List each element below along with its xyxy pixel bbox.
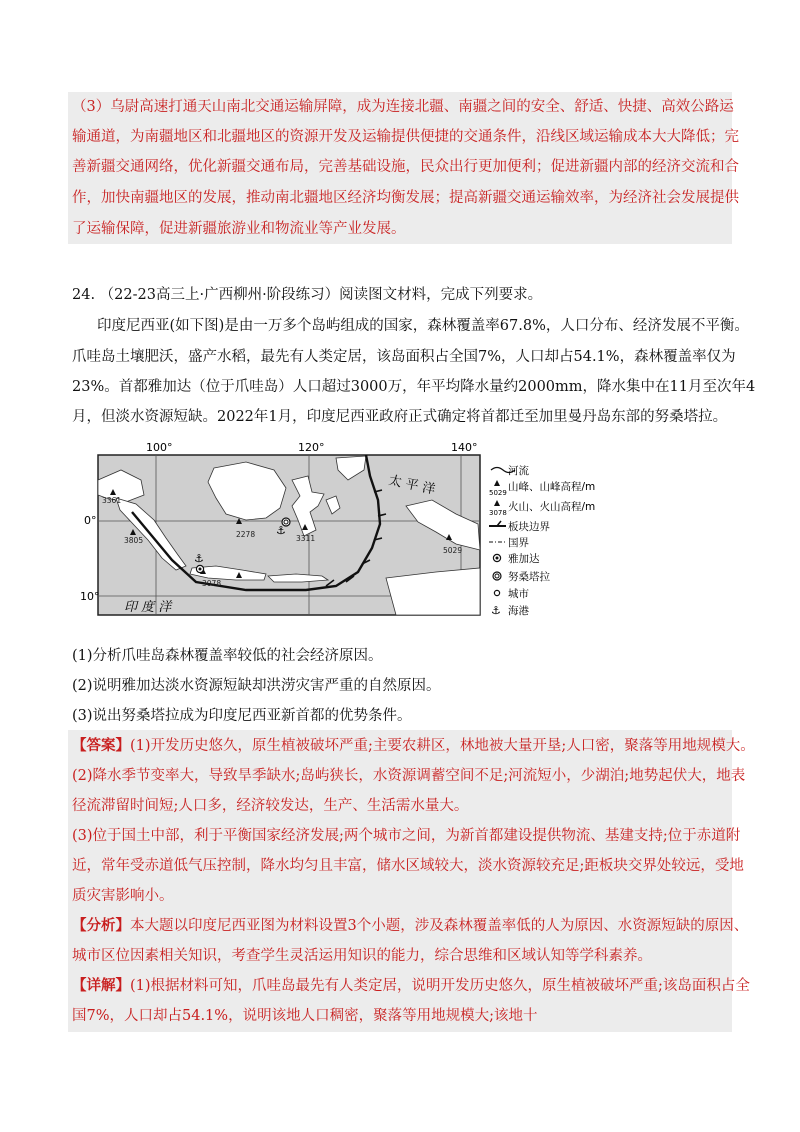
answer-tag: 【答案】: [72, 737, 130, 754]
legend-sample: 3078: [489, 509, 507, 517]
legend-label: 雅加达: [508, 553, 540, 565]
legend-label: 努桑塔拉: [508, 571, 550, 583]
legend-label: 火山、火山高程/m: [508, 501, 596, 513]
legend-label: 城市: [508, 588, 529, 600]
analysis-line-1: [72, 916, 748, 936]
answer-line-1: [72, 736, 755, 756]
detail-text: (1)根据材料可知，爪哇岛最先有人类定居，说明开发历史悠久，原生植被破坏严重;该岛面积占全: [130, 978, 750, 994]
peak-label: 3311: [296, 534, 316, 543]
subquestion-3: (3)说出努桑塔拉成为印度尼西亚新首都的优势条件。: [72, 708, 412, 724]
map-legend: [489, 464, 595, 617]
prev-answer-line-3: 善新疆交通网络，优化新疆交通布局，完善基础设施，民众出行更加便利；促进新疆内部的经济交流和合: [72, 159, 739, 175]
map-svg: [80, 440, 596, 620]
lon-label-100: 100°: [146, 441, 173, 454]
analysis-text: 本大题以印度尼西亚图为材料设置3个小题，涉及森林覆盖率低的人为原因、水资源短缺的原因、: [130, 918, 749, 934]
volcano-icon: [494, 500, 500, 506]
peak-label: 3078: [202, 579, 222, 588]
detail-tag: 【详解】: [72, 977, 130, 994]
legend-label: 板块边界: [508, 521, 550, 533]
legend-sample: 5029: [489, 489, 507, 497]
lat-label-10: 10°: [80, 590, 100, 603]
lon-label-120: 120°: [298, 441, 325, 454]
answer-line-2: (2)降水季节变率大，导致旱季缺水;岛屿狭长，水资源调蓄空间不足;河流短小，少湖泊;地势起伏大，地表: [72, 768, 746, 784]
prev-answer-line-2: 输通道，为南疆地区和北疆地区的资源开发及运输提供便捷的交通条件，沿线区域运输成本大大降低；完: [72, 129, 739, 145]
detail-line-2: 国7%，人口却占54.1%，说明该地人口稠密，聚落等用地规模大;该地十: [72, 1008, 538, 1024]
lat-label-0: 0°: [84, 514, 97, 527]
material-line-3: 23%。首都雅加达（位于爪哇岛）人口超过3000万，年平均降水量约2000mm，降水集中在11月至次年4: [72, 379, 756, 395]
port-icon: ⚓: [491, 604, 501, 617]
answer-line-6: 质灾害影响小。: [72, 888, 174, 904]
legend-label: 海港: [508, 605, 529, 617]
city-icon: [494, 590, 499, 595]
subquestion-1: (1)分析爪哇岛森林覆盖率较低的社会经济原因。: [72, 648, 383, 664]
pacific-ocean-label: 太 平 洋: [387, 473, 437, 498]
material-line-2: 爪哇岛土壤肥沃，盛产水稻，最先有人类定居，该岛面积占全国7%，人口却占54.1%，森林覆盖率仅为: [72, 349, 736, 365]
peak-label: 2278: [236, 530, 256, 539]
legend-label: 山峰、山峰高程/m: [508, 481, 596, 493]
answer-line-3: 径流滞留时间短;人口多，经济较发达，生产、生活需水量大。: [72, 798, 469, 814]
nusantara-icon-inner: [495, 574, 499, 578]
answer-text: (1)开发历史悠久，原生植被破坏严重;主要农耕区，林地被大量开垦;人口密，聚落等用地规模大。: [130, 738, 755, 754]
detail-line-1: [72, 976, 750, 996]
material-line-4: 月，但淡水资源短缺。2022年1月，印度尼西亚政府正式确定将首都迁至加里曼丹岛东部的努桑塔拉。: [72, 409, 728, 425]
prev-answer-line-4: 作，加快南疆地区的发展，推动南北疆地区经济均衡发展；提高新疆交通运输效率，为经济社会发展提供: [72, 190, 739, 206]
lon-label-140: 140°: [451, 441, 478, 454]
answer-line-4: (3)位于国土中部，利于平衡国家经济发展;两个城市之间，为新首都建设提供物流、基建支持;位于赤道附: [72, 828, 741, 844]
legend-label: 国界: [508, 537, 529, 549]
analysis-line-2: 城市区位因素相关知识，考查学生灵活运用知识的能力，综合思维和区域认知等学科素养。: [72, 948, 652, 964]
legend-label: 河流: [508, 465, 529, 477]
jakarta-icon-dot: [496, 557, 499, 560]
subquestion-2: (2)说明雅加达淡水资源短缺却洪涝灾害严重的自然原因。: [72, 678, 441, 694]
question-header: 24. （22-23高三上·广西柳州·阶段练习）阅读图文材料，完成下列要求。: [72, 287, 543, 303]
analysis-tag: 【分析】: [72, 917, 130, 934]
peak-icon: [494, 480, 500, 486]
material-line-1: 印度尼西亚(如下图)是由一万多个岛屿组成的国家，森林覆盖率67.8%，人口分布、经济发展不平衡。: [97, 318, 749, 334]
indonesia-map: [80, 440, 596, 620]
peak-label: 5029: [443, 546, 463, 555]
peak-label: 3361: [102, 496, 122, 505]
port-icon: ⚓: [194, 552, 204, 565]
prev-answer-line-5: 了运输保障，促进新疆旅游业和物流业等产业发展。: [72, 221, 406, 237]
jakarta-icon-dot: [199, 568, 202, 571]
answer-line-5: 近，常年受赤道低气压控制，降水均匀且丰富，储水区域较大，淡水资源较充足;距板块交界处较远，受地: [72, 858, 744, 874]
peak-label: 3805: [124, 536, 144, 545]
port-icon: ⚓: [276, 524, 286, 537]
indian-ocean-label: 印 度 洋: [124, 600, 172, 615]
prev-answer-line-1: （3）乌尉高速打通天山南北交通运输屏障，成为连接北疆、南疆之间的安全、舒适、快捷、高效公路运: [72, 99, 734, 115]
